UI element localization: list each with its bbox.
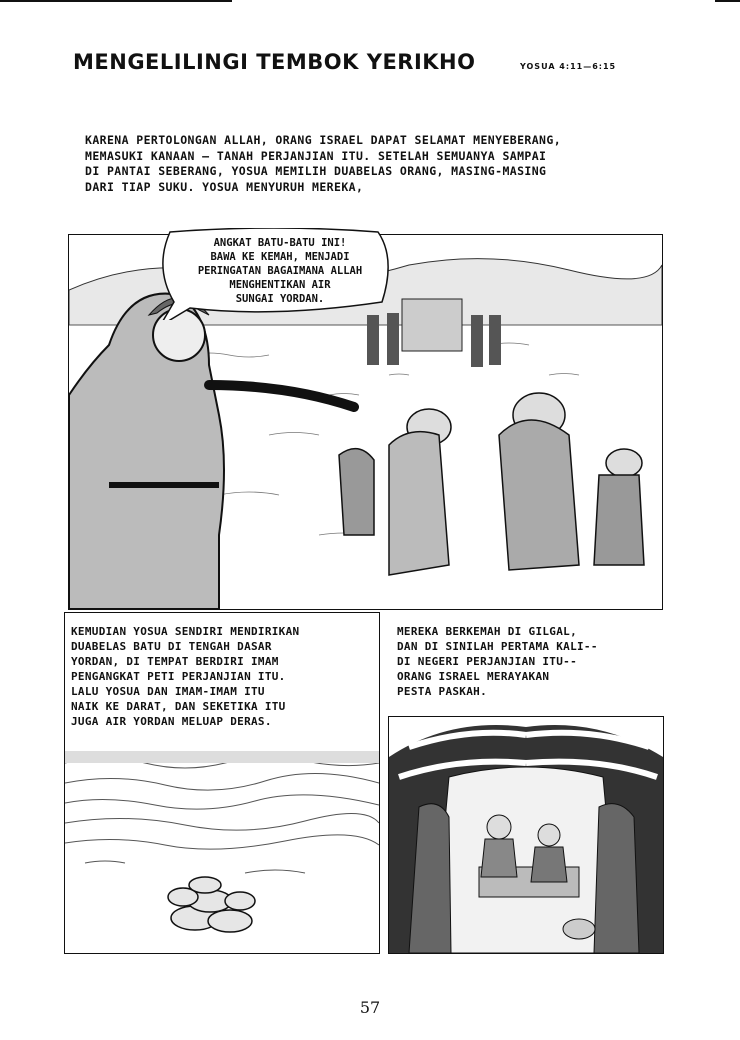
speech-line: BAWA KE KEMAH, MENJADI: [210, 251, 350, 263]
caption-line: ORANG ISRAEL MERAYAKAN: [397, 670, 550, 683]
caption-line: DI NEGERI PERJANJIAN ITU--: [397, 655, 577, 668]
speech-bubble-text: [172, 236, 388, 306]
caption-line: DUABELAS BATU DI TENGAH DASAR: [71, 640, 272, 653]
panel3-caption: [397, 624, 659, 699]
speech-line: ANGKAT BATU-BATU INI!: [213, 237, 347, 249]
caption-line: PENGANGKAT PETI PERJANJIAN ITU.: [71, 670, 286, 683]
speech-line: MENGHENTIKAN AIR: [229, 279, 331, 291]
caption-line: JUGA AIR YORDAN MELUAP DERAS.: [71, 715, 272, 728]
caption-line: PESTA PASKAH.: [397, 685, 487, 698]
caption-line: MEREKA BERKEMAH DI GILGAL,: [397, 625, 577, 638]
panel3-illustration: [389, 717, 663, 953]
panel-tent-passover: [388, 716, 664, 954]
caption-line: LALU YOSUA DAN IMAM-IMAM ITU: [71, 685, 265, 698]
page-number: 57: [359, 998, 381, 1017]
caption-line: DAN DI SINILAH PERTAMA KALI--: [397, 640, 598, 653]
speech-line: PERINGATAN BAGAIMANA ALLAH: [197, 265, 363, 277]
intro-text: [85, 133, 645, 195]
panel2-caption: [71, 624, 371, 729]
intro-line: DI PANTAI SEBERANG, YOSUA MEMILIH DUABELAS ORANG, MASING-MASING: [85, 164, 547, 178]
intro-line: KARENA PERTOLONGAN ALLAH, ORANG ISRAEL DAPAT SELAMAT MENYEBERANG,: [85, 133, 562, 147]
top-rule-left: [0, 0, 232, 2]
speech-line: SUNGAI YORDAN.: [235, 293, 325, 305]
caption-line: KEMUDIAN YOSUA SENDIRI MENDIRIKAN: [71, 625, 300, 638]
caption-line: YORDAN, DI TEMPAT BERDIRI IMAM: [71, 655, 279, 668]
page-title: MENGELILINGI TEMBOK YERIKHO: [73, 50, 476, 74]
top-rule-right: [715, 0, 740, 2]
caption-line: NAIK KE DARAT, DAN SEKETIKA ITU: [71, 700, 286, 713]
intro-line: DARI TIAP SUKU. YOSUA MENYURUH MEREKA,: [85, 179, 364, 194]
intro-line: MEMASUKI KANAAN — TANAH PERJANJIAN ITU. SETELAH SEMUANYA SAMPAI: [85, 148, 547, 163]
scripture-reference: YOSUA 4:11—6:15: [520, 62, 617, 71]
